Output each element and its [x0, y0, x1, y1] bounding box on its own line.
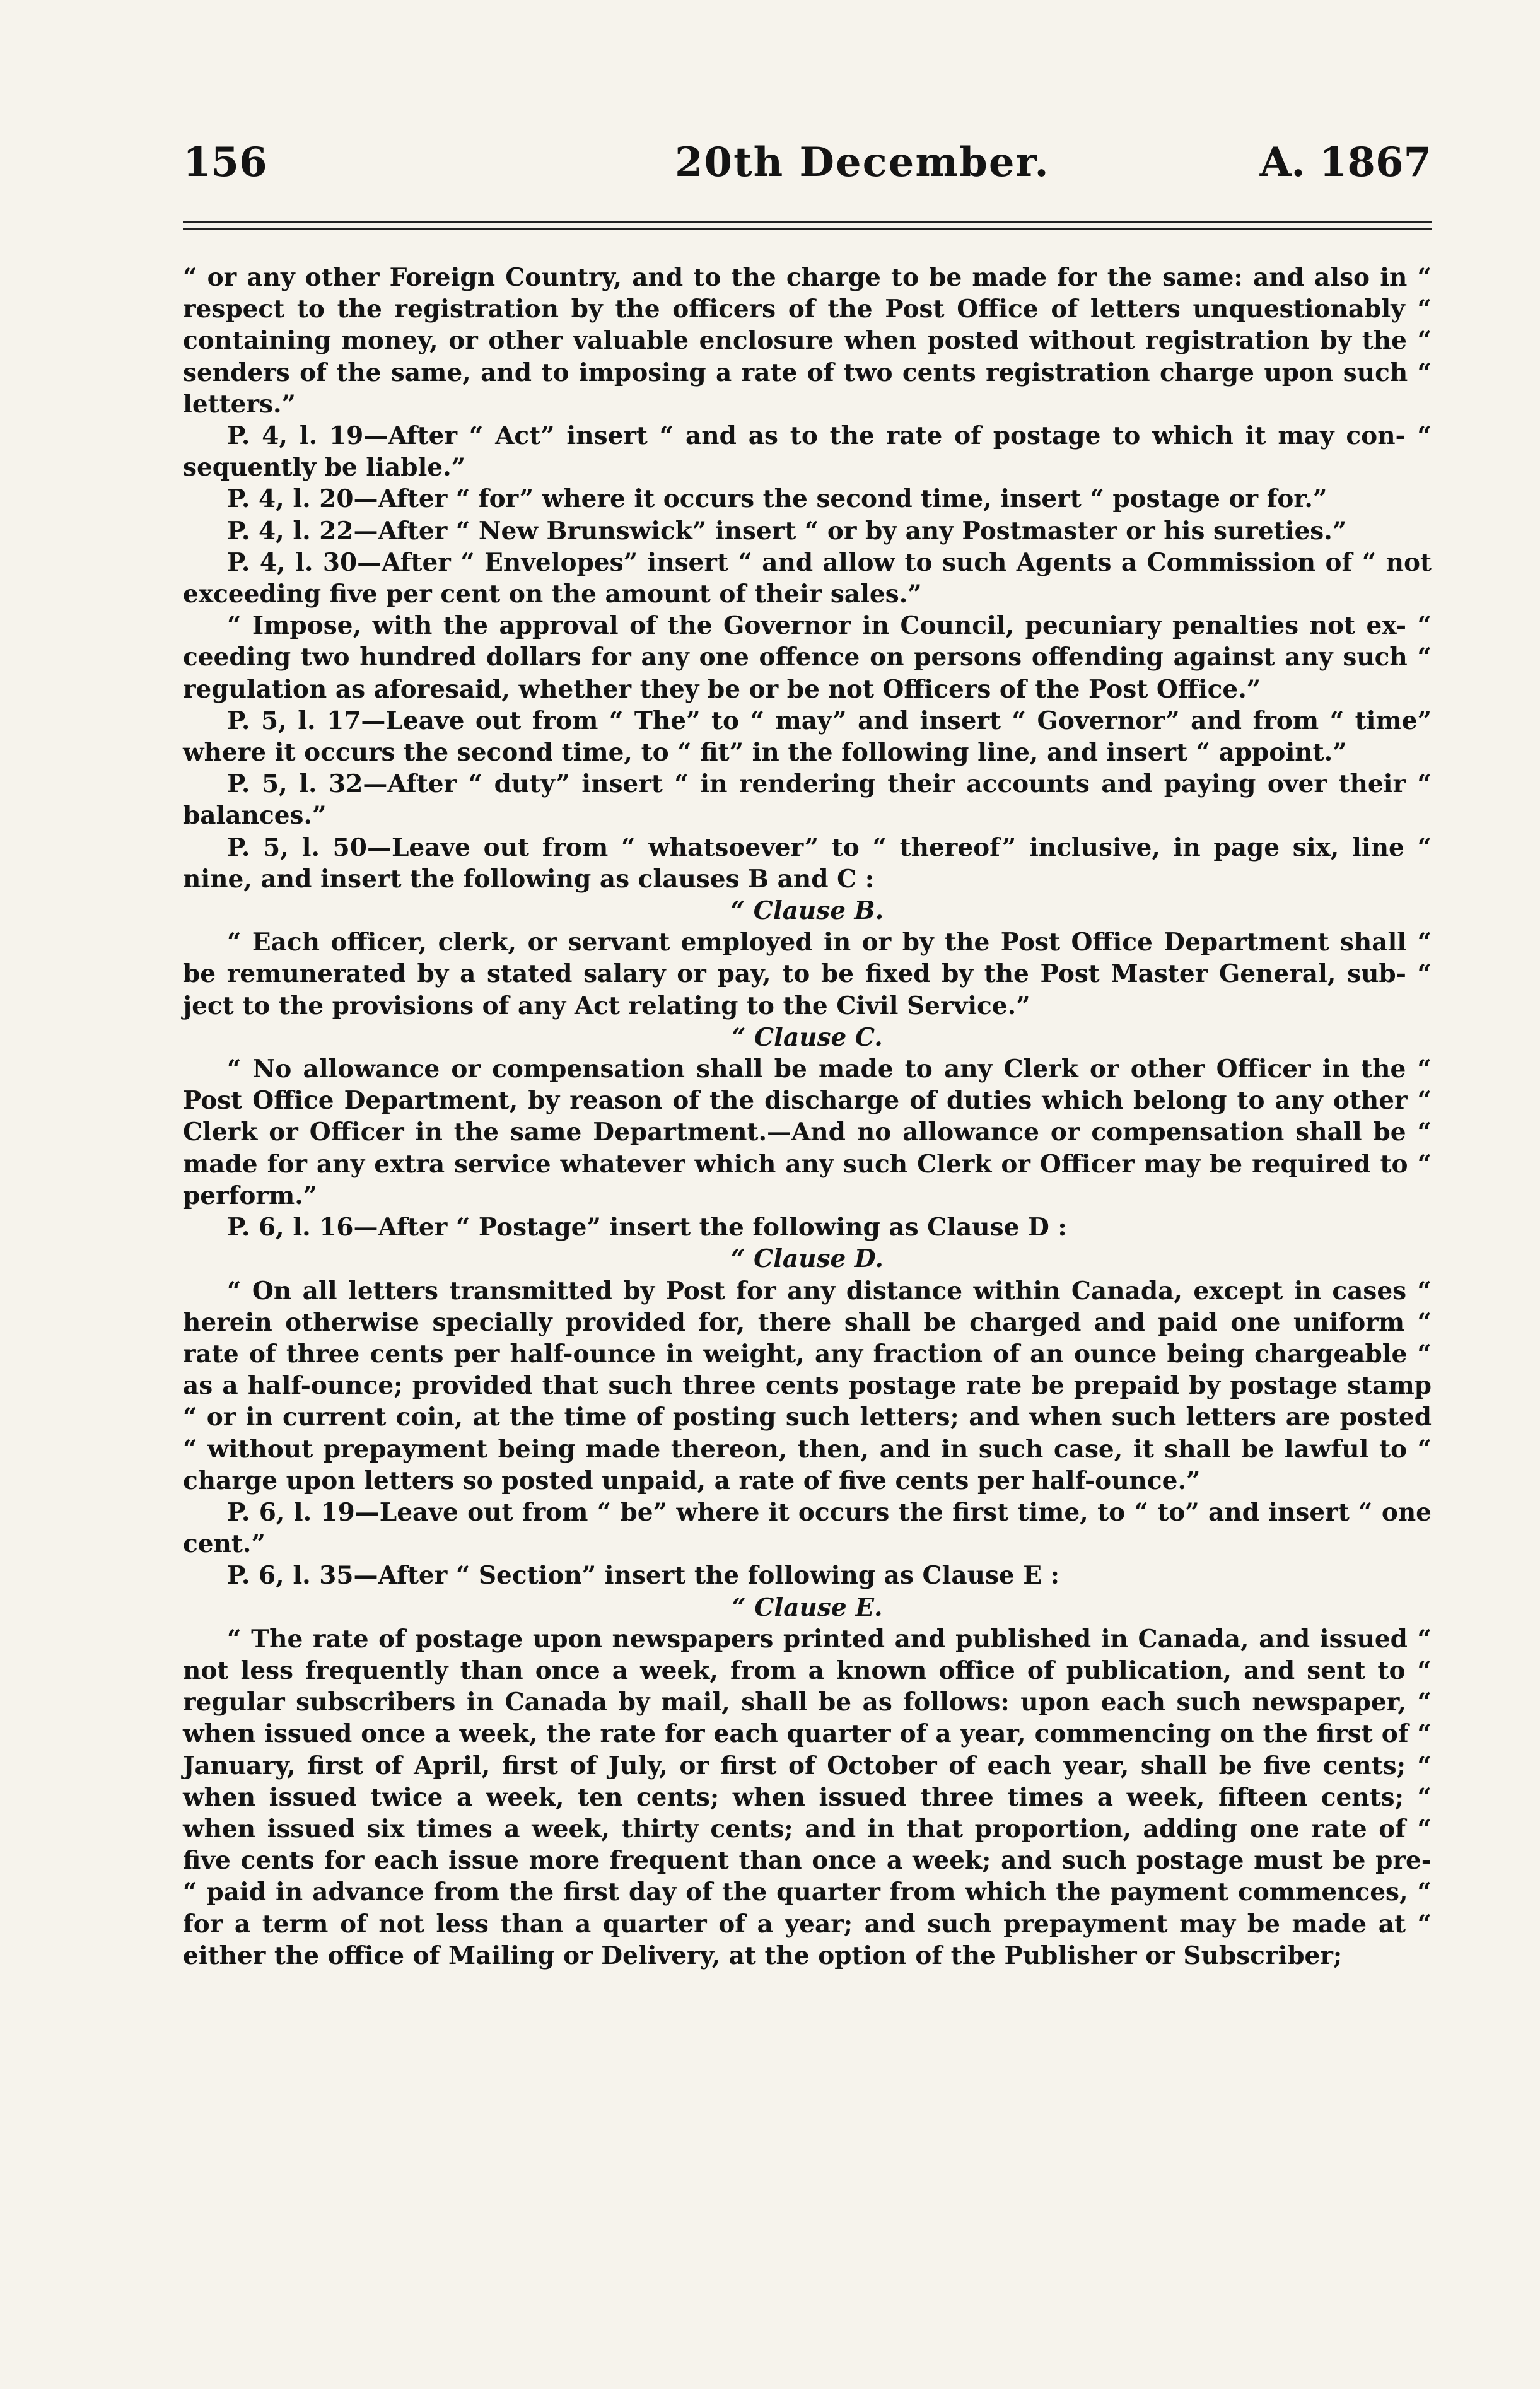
clause-heading: “ Clause C.	[732, 1022, 883, 1052]
document-page	[183, 126, 1432, 1970]
clause-heading: “ Clause B.	[730, 896, 884, 926]
page-header	[183, 126, 1432, 202]
amendment-paragraph: P. 6, l. 35—After “ Section” insert the following as Clause E :	[227, 1561, 1060, 1591]
amendment-paragraph: “ Each officer, clerk, or servant employed in or by the Post Office Department shall “ be remunerated by a stated salary or pay, to be fixed by the Post Master General, sub- “ ject to the provisions of any Act relating to the Civil Service.”	[183, 928, 1432, 1020]
amendment-paragraph: “ No allowance or compensation shall be made to any Clerk or other Officer in the “ Post Office Department, by reason of the discharge of duties which belong to any other “ Clerk or Officer in the same Department.—And no allowance or compensation shall be “ made for any extra service whatever which any such Clerk or Officer may be required to “ perform.”	[183, 1054, 1432, 1210]
page-date-title: 20th December.	[675, 139, 1050, 186]
amendment-paragraph: P. 4, l. 22—After “ New Brunswick” insert “ or by any Postmaster or his sureties.”	[227, 516, 1347, 546]
amendment-paragraph: “ On all letters transmitted by Post for any distance within Canada, except in cases “ herein otherwise specially provided for, there shall be charged and paid one uniform “ rate of three cents per half-ounce in weight, any fraction of an ounce being chargeable “ as a half-ounce; provided that such three cents postage rate be prepaid by postage stamp “ or in current coin, at the time of posting such letters; and when such letters are posted “ without prepayment being made thereon, then, and in such case, it shall be lawful to “ charge upon letters so posted unpaid, a rate of five cents per half-ounce.”	[183, 1276, 1432, 1495]
amendment-paragraph: “ The rate of postage upon newspapers printed and published in Canada, and issued “ not less frequently than once a week, from a known office of publication, and sent to “ regular subscribers in Canada by mail, shall be as follows: upon each such newspaper, “ when issued once a week, the rate for each quarter of a year, commencing on the first of “ January, first of April, first of July, or first of October of each year, shall be five cents; “ when issued twice a week, ten cents; when issued three times a week, fifteen cents; “ when issued six times a week, thirty cents; and in that proportion, adding one rate of “ five cents for each issue more frequent than once a week; and such postage must be pre- “ paid in advance from the first day of the quarter from which the payment commences, “ for a term of not less than a quarter of a year; and such prepayment may be made at “ either the office of Mailing or Delivery, at the option of the Publisher or Subscriber;	[183, 1624, 1432, 1970]
amendment-paragraph: P. 4, l. 19—After “ Act” insert “ and as to the rate of postage to which it may con- “ sequently be liable.”	[183, 421, 1432, 482]
amendment-paragraph: “ Impose, with the approval of the Governor in Council, pecuniary penalties not ex- “ ceeding two hundred dollars for any one offence on persons offending against any such “ regulation as aforesaid, whether they be or be not Officers of the Post Office.”	[183, 611, 1432, 704]
amendment-paragraph: P. 4, l. 30—After “ Envelopes” insert “ and allow to such Agents a Commission of “ not exceeding five per cent on the amount of their sales.”	[183, 547, 1432, 609]
header-rule-thick	[183, 221, 1432, 223]
amendment-paragraph: P. 5, l. 32—After “ duty” insert “ in rendering their accounts and paying over their “ balances.”	[183, 769, 1432, 831]
amendment-paragraph: P. 4, l. 20—After “ for” where it occurs the second time, insert “ postage or for.”	[227, 484, 1327, 514]
amendment-paragraph: P. 5, l. 17—Leave out from “ The” to “ may” and insert “ Governor” and from “ time” where it occurs the second time, to “ fit” in the following line, and insert “ appoint.”	[183, 706, 1432, 768]
amendment-paragraph: P. 5, l. 50—Leave out from “ whatsoever” to “ thereof” inclusive, in page six, line “ nine, and insert the following as clauses B and C :	[183, 832, 1432, 894]
document-body	[183, 262, 1432, 1971]
page-year: A. 1867	[1259, 139, 1432, 186]
clause-heading: “ Clause D.	[731, 1244, 884, 1274]
header-rule-thin	[183, 228, 1432, 230]
page-number: 156	[183, 139, 267, 186]
clause-heading: “ Clause E.	[732, 1592, 883, 1622]
amendment-paragraph: P. 6, l. 19—Leave out from “ be” where it occurs the first time, to “ to” and insert “ one cent.”	[183, 1497, 1432, 1559]
amendment-paragraph: “ or any other Foreign Country, and to the charge to be made for the same: and also in “ respect to the registration by the officers of the Post Office of letters unquestionably “ containing money, or other valuable enclosure when posted without registration by the “ senders of the same, and to imposing a rate of two cents registration charge upon such “ letters.”	[183, 263, 1432, 419]
amendment-paragraph: P. 6, l. 16—After “ Postage” insert the following as Clause D :	[227, 1213, 1067, 1242]
